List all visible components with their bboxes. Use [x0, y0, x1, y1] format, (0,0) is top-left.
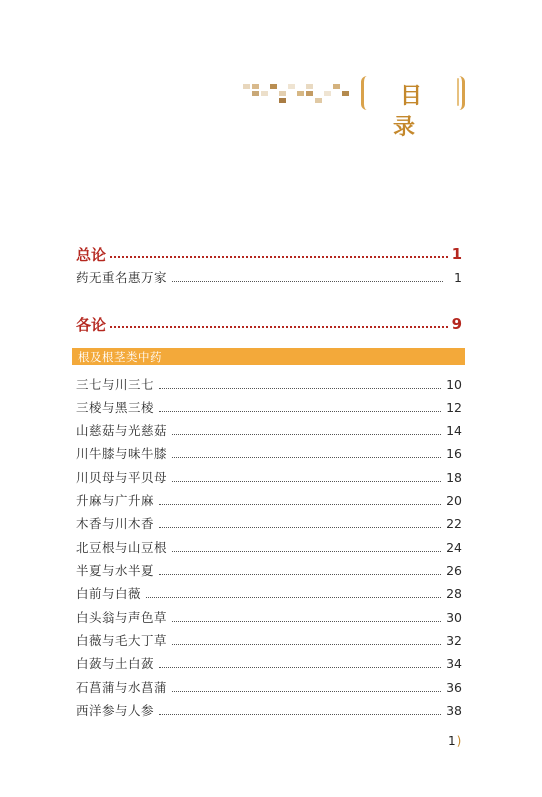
- entry-page: 30: [446, 609, 462, 625]
- entry-title: 西洋参与人参: [76, 703, 155, 718]
- entry-page: 38: [446, 702, 462, 718]
- entry-page: 12: [446, 399, 462, 415]
- toc-entry[interactable]: [76, 678, 462, 696]
- dot-leader: [159, 388, 441, 389]
- toc-entry[interactable]: [76, 584, 462, 602]
- toc-entry[interactable]: [76, 631, 462, 649]
- entry-title: 川牛膝与味牛膝: [76, 446, 168, 461]
- entry-page: 28: [446, 585, 462, 601]
- dot-leader: [172, 691, 441, 692]
- entry-page: 14: [446, 422, 462, 438]
- dot-leader: [172, 551, 441, 552]
- section-heading-specific[interactable]: [76, 314, 462, 334]
- entry-page: 16: [446, 445, 462, 461]
- toc-entry[interactable]: [76, 701, 462, 719]
- dot-leader: [172, 644, 441, 645]
- toc-entry[interactable]: [76, 608, 462, 626]
- dot-leader: [110, 256, 448, 258]
- page-number-bracket: ): [456, 734, 462, 748]
- dot-leader: [172, 481, 441, 482]
- dot-leader: [172, 434, 441, 435]
- entry-page: 32: [446, 632, 462, 648]
- section-page: 9: [451, 315, 462, 333]
- section-label: 总论: [76, 245, 107, 264]
- toc-entry[interactable]: [76, 444, 462, 462]
- entry-title: 山慈菇与光慈菇: [76, 423, 168, 438]
- entry-title: 白头翁与声色草: [76, 610, 168, 625]
- dot-leader: [110, 326, 448, 328]
- section-label: 各论: [76, 315, 107, 334]
- toc-entry[interactable]: [76, 538, 462, 556]
- entry-title: 北豆根与山豆根: [76, 540, 168, 555]
- dot-leader: [159, 527, 441, 528]
- page-number: [448, 734, 461, 748]
- entry-page: 22: [446, 515, 462, 531]
- entry-page: 10: [446, 376, 462, 392]
- section-heading-general[interactable]: [76, 244, 462, 264]
- section-page: 1: [451, 245, 462, 263]
- entry-title: 半夏与水半夏: [76, 563, 155, 578]
- dot-leader: [159, 411, 441, 412]
- toc-entry[interactable]: [76, 514, 462, 532]
- decorative-mosaic: [243, 80, 353, 108]
- dot-leader: [146, 597, 441, 598]
- dot-leader: [172, 621, 441, 622]
- toc-entry[interactable]: [76, 421, 462, 439]
- entry-title: 白前与白薇: [76, 586, 142, 601]
- entry-title: 川贝母与平贝母: [76, 470, 168, 485]
- dot-leader: [159, 667, 441, 668]
- dot-leader: [172, 281, 443, 282]
- category-bar: [72, 348, 465, 365]
- entry-page: 1: [454, 269, 462, 285]
- entry-title: 药无重名惠万家: [76, 270, 168, 285]
- entry-page: 18: [446, 469, 462, 485]
- toc-entry[interactable]: [76, 561, 462, 579]
- toc-entry-intro[interactable]: [76, 268, 462, 286]
- category-label: 根及根茎类中药: [78, 350, 162, 364]
- dot-leader: [172, 457, 441, 458]
- entry-page: 36: [446, 679, 462, 695]
- entry-title: 木香与川木香: [76, 516, 155, 531]
- toc-entry[interactable]: [76, 654, 462, 672]
- entry-title: 石菖蒲与水菖蒲: [76, 680, 168, 695]
- toc-title: 目 录: [392, 83, 440, 140]
- entry-title: 白薇与毛大丁草: [76, 633, 168, 648]
- entry-page: 24: [446, 539, 462, 555]
- entry-title: 三七与川三七: [76, 377, 155, 392]
- entry-title: 白蔹与土白蔹: [76, 656, 155, 671]
- page-number-value: 1: [448, 734, 456, 748]
- entry-page: 26: [446, 562, 462, 578]
- toc-entry[interactable]: [76, 398, 462, 416]
- entry-page: 34: [446, 655, 462, 671]
- dot-leader: [159, 714, 441, 715]
- entry-title: 三棱与黑三棱: [76, 400, 155, 415]
- dot-leader: [159, 574, 441, 575]
- toc-entry[interactable]: [76, 468, 462, 486]
- toc-entry[interactable]: [76, 375, 462, 393]
- dot-leader: [159, 504, 441, 505]
- entry-title: 升麻与广升麻: [76, 493, 155, 508]
- toc-entry[interactable]: [76, 491, 462, 509]
- toc-title-frame: [361, 76, 465, 140]
- entry-page: 20: [446, 492, 462, 508]
